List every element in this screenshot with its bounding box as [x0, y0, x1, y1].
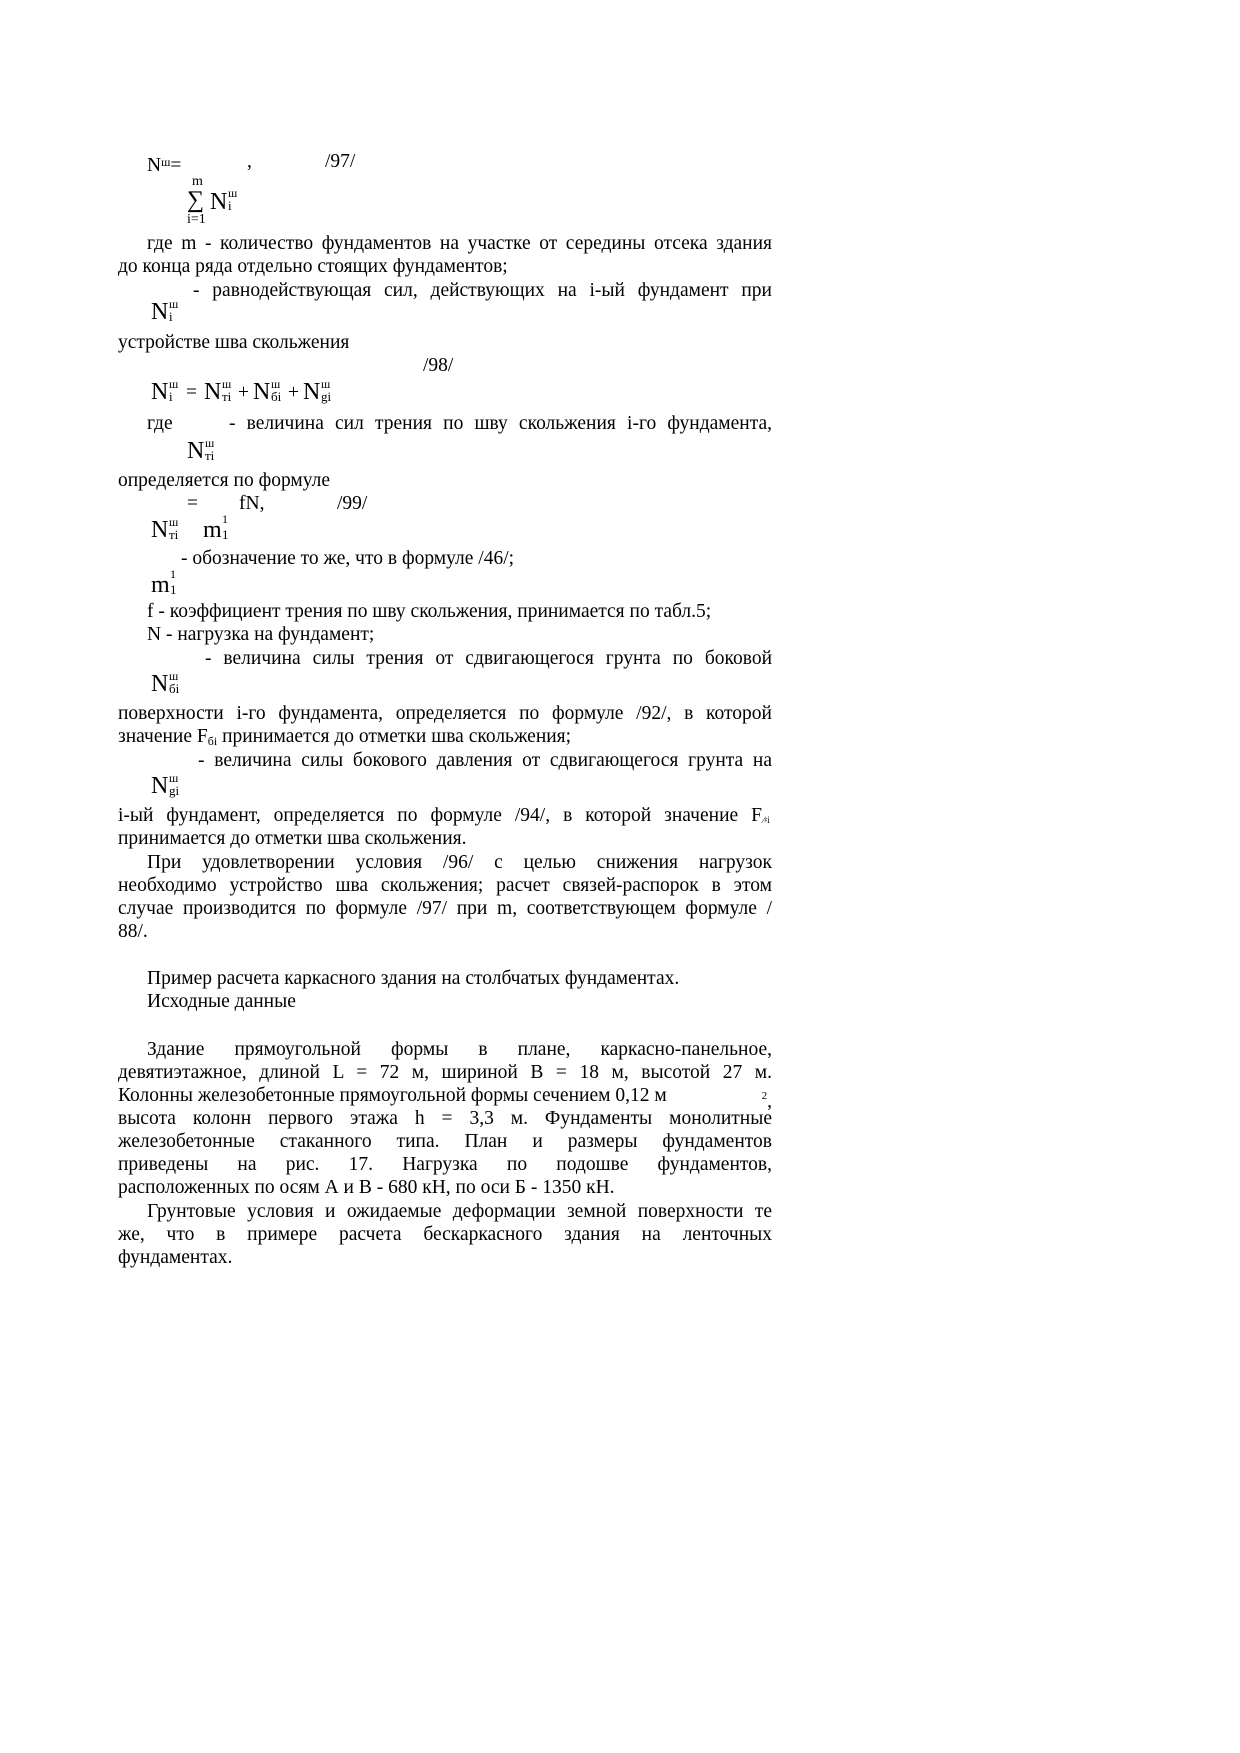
formula-99-m-sup: 1: [222, 512, 228, 526]
example-subtitle: Исходные данные: [147, 991, 296, 1012]
formula-98-b-sup: ш: [222, 377, 232, 391]
formula-98-plus: +: [288, 382, 299, 403]
formula-97-lhs: $N^ш=$: [147, 155, 182, 176]
symbol-sub: тi: [205, 448, 215, 463]
text-line: - обозначение то же, что в формуле /46/;: [181, 548, 515, 569]
formula-99-a: N: [151, 517, 169, 543]
formula-99-m-sub: 1: [222, 527, 229, 542]
formula-98-c-sub: бi: [271, 389, 282, 404]
symbol-sub: бi: [169, 681, 180, 696]
formula-98-b-sub: тi: [222, 389, 232, 404]
symbol-n-bi: N: [151, 671, 169, 697]
symbol-sub: gi: [169, 783, 180, 798]
formula-97-ref: /97/: [325, 151, 356, 172]
text-line: принимается до отметки шва скольжения.: [118, 828, 467, 849]
formula-99-eq: =: [187, 493, 198, 514]
example-title: Пример расчета каркасного здания на столбчатых фундаментах.: [147, 968, 680, 989]
formula-98-eq: =: [186, 382, 197, 403]
formula-98-a-sup: ш: [169, 377, 179, 391]
formula-98-c-sup: ш: [271, 377, 281, 391]
text-line: При удовлетворении условия /96/ с целью снижения нагрузок: [147, 852, 772, 873]
text-line: где m - количество фундаментов на участке от середины отсека здания: [147, 233, 772, 254]
subscript: ⁄ᵍi: [763, 815, 770, 825]
text-line: Колонны железобетонные прямоугольной формы сечением 0,12 м $^2$,: [118, 1085, 772, 1112]
text-line: значение Fбi принимается до отметки шва скольжения;: [118, 726, 572, 748]
text-line: железобетонные стаканного типа. План и размеры фундаментов: [118, 1131, 772, 1152]
text-line: случае производится по формуле /97/ при m, соответствующем формуле /: [118, 898, 772, 919]
sum-term: N: [210, 189, 228, 215]
formula-98-a-sub: i: [169, 389, 173, 404]
symbol-n-i: N: [151, 299, 169, 325]
symbol-n-gi: N: [151, 773, 169, 799]
formula-97-comma: ,: [247, 151, 252, 172]
text-line: N - нагрузка на фундамент;: [147, 624, 375, 645]
symbol-sup: ш: [169, 669, 179, 683]
symbol-sub: 1: [170, 582, 177, 597]
text-line: необходимо устройство шва скольжения; расчет связей-распорок в этом: [118, 875, 772, 896]
formula-98-d: N: [303, 379, 321, 405]
sum-sign: ∑: [187, 187, 205, 213]
symbol-sup: 1: [170, 567, 176, 581]
text-line: i-ый фундамент, определяется по формуле /94/, в которой значение F: [118, 805, 762, 826]
formula-99-rhs: fN,: [239, 493, 265, 514]
text-line: Здание прямоугольной формы в плане, каркасно-панельное,: [147, 1039, 772, 1060]
text-line: Грунтовые условия и ожидаемые деформации земной поверхности те: [147, 1201, 772, 1222]
text-line: же, что в примере расчета бескаркасного здания на ленточных: [118, 1224, 772, 1245]
sum-term-sub: i: [228, 198, 232, 213]
formula-99-m: m: [203, 517, 222, 543]
formula-99-a-sup: ш: [169, 515, 179, 529]
sum-term-sup: ш: [228, 186, 238, 200]
formula-98-d-sub: gi: [321, 389, 332, 404]
formula-99-ref: /99/: [337, 493, 368, 514]
text-line: - величина силы бокового давления от сдвигающегося грунта на: [198, 750, 772, 771]
symbol-sup: ш: [169, 297, 179, 311]
symbol-sub: i: [169, 309, 173, 324]
text-line: устройстве шва скольжения: [118, 332, 350, 353]
text-line: f - коэффициент трения по шву скольжения, принимается по табл.5;: [147, 601, 712, 622]
text-line: девятиэтажное, длиной L = 72 м, шириной B = 18 м, высотой 27 м.: [118, 1062, 772, 1083]
symbol-n-ti: N: [187, 438, 205, 464]
formula-98-d-sup: ш: [321, 377, 331, 391]
text-line: фундаментах.: [118, 1247, 233, 1268]
symbol-m: m: [151, 572, 170, 598]
text-line: до конца ряда отдельно стоящих фундаментов;: [118, 256, 508, 277]
text-line: расположенных по осям А и В - 680 кН, по оси Б - 1350 кН.: [118, 1177, 615, 1198]
formula-98-ref: /98/: [423, 355, 454, 376]
text-line: 88/.: [118, 921, 148, 942]
text-line: - равнодействующая сил, действующих на i-ый фундамент при: [193, 280, 772, 301]
text-line: высота колонн первого этажа h = 3,3 м. Фундаменты монолитные: [118, 1108, 772, 1129]
formula-98-b: N: [204, 379, 222, 405]
symbol-sup: ш: [205, 436, 215, 450]
text-line: где: [147, 413, 173, 434]
text-line: - величина силы трения от сдвигающегося грунта по боковой: [205, 648, 772, 669]
formula-98-plus: +: [238, 382, 249, 403]
sum-lower-limit: i=1: [187, 212, 206, 227]
sum-upper-limit: m: [192, 174, 203, 189]
text-line: приведены на рис. 17. Нагрузка по подошве фундаментов,: [118, 1154, 772, 1175]
formula-99-a-sub: тi: [169, 527, 179, 542]
text-line: поверхности i-го фундамента, определяется по формуле /92/, в которой: [118, 703, 772, 724]
text-line: - величина сил трения по шву скольжения i-го фундамента,: [229, 413, 772, 434]
formula-98-c: N: [253, 379, 271, 405]
formula-98-a: N: [151, 379, 169, 405]
symbol-sup: ш: [169, 771, 179, 785]
text-line: определяется по формуле: [118, 470, 331, 491]
